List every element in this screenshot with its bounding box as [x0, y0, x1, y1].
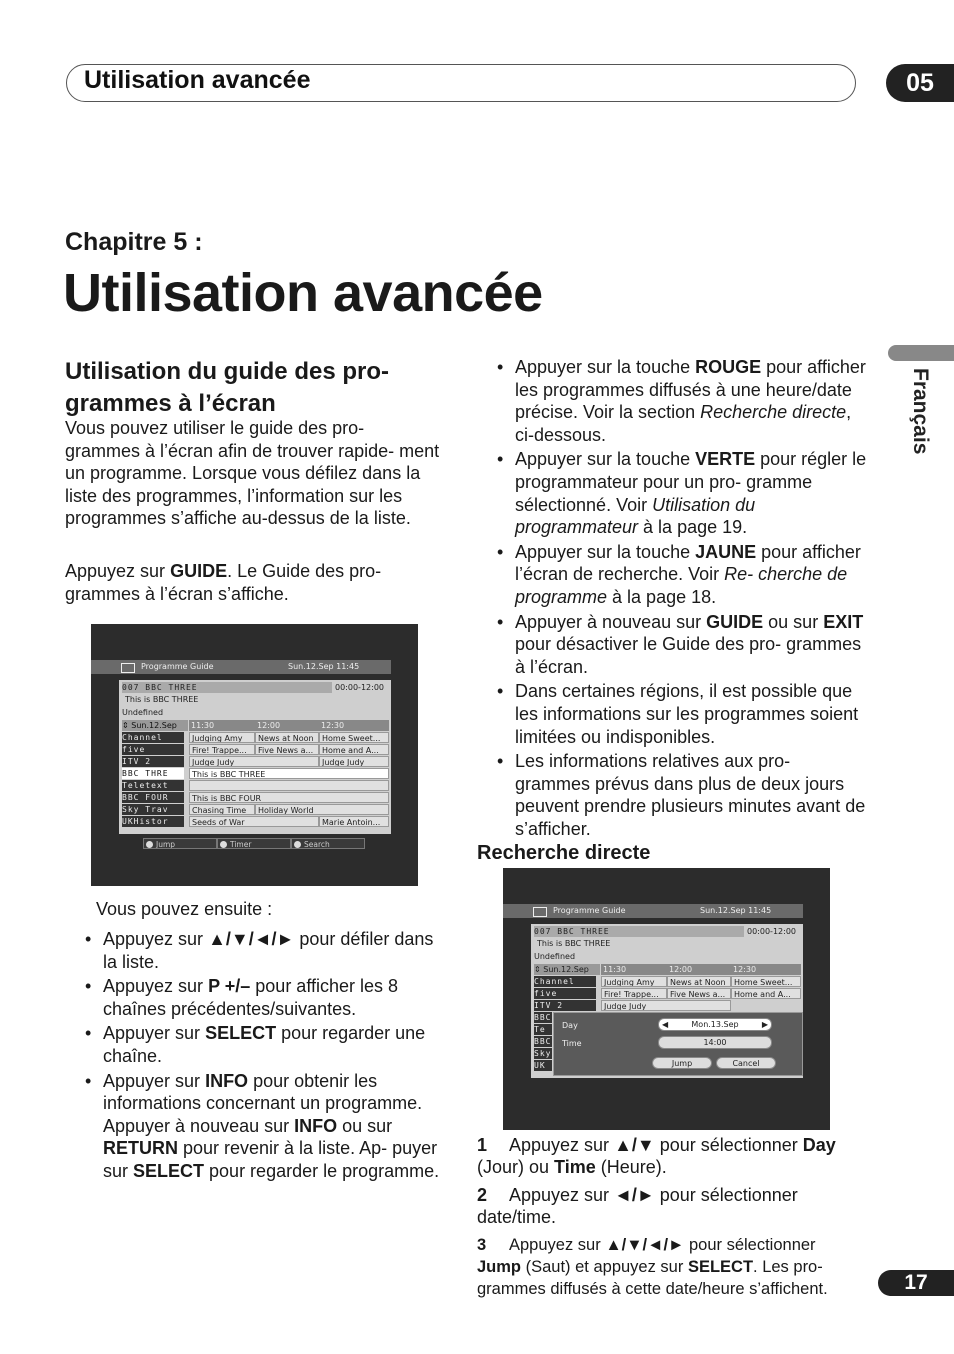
list-item: • Dans certaines régions, il est possible que les informations sur les programmes soient limitées ou indisponibles. — [493, 680, 868, 748]
guide-icon — [533, 907, 547, 917]
guide-icon — [121, 663, 135, 673]
timer-button[interactable]: Timer — [217, 838, 291, 849]
list-item: • Appuyer sur INFO pour obtenir les informations concernant un programme. Appuyer à nouveau sur INFO ou sur RETURN pour revenir à la liste. Ap- puyer sur SELECT pour regarder le programme. — [81, 1070, 451, 1183]
intro-paragraph: Vous pouvez utiliser le guide des pro- grammes à l’écran afin de trouver rapide- ment un programme. Lorsque vous défilez dans la liste des programmes, l’information sur les programmes s’affiche au-dessus de la liste. — [65, 418, 440, 529]
guide-channel[interactable]: ITV 2 — [534, 1000, 596, 1011]
chevron-left-icon: ◀ — [662, 1020, 669, 1029]
jump-button[interactable]: Jump — [652, 1057, 712, 1069]
guide-footer — [143, 838, 365, 850]
list-item: • Appuyez sur P +/– pour afficher les 8 chaînes précédentes/suivantes. — [81, 975, 451, 1020]
search-button[interactable]: Search — [291, 838, 365, 849]
section-heading-guide: Utilisation du guide des pro- grammes à l’écran — [65, 358, 389, 417]
yellow-dot-icon — [294, 841, 301, 848]
programme-guide-screenshot — [91, 624, 418, 886]
guide-channel[interactable]: Channel — [122, 732, 184, 743]
section-heading-direct-search: Recherche directe — [477, 842, 651, 864]
guide-channel[interactable]: five — [534, 988, 596, 999]
left-bullet-list — [81, 928, 451, 1185]
guide-day: ⇕ Sun.12.Sep — [122, 720, 188, 731]
list-item: • Appuyez sur ▲/▼/◄/► pour défiler dans la liste. — [81, 928, 451, 973]
guide-channel[interactable]: UKHistor — [122, 816, 184, 827]
step-3: 3 Appuyez sur ▲/▼/◄/► pour sélectionner Jump (Saut) et appuyez sur SELECT. Les pro- grammes diffusés à cette date/heure s’affichent. — [477, 1236, 828, 1298]
guide-channel[interactable]: five — [122, 744, 184, 755]
guide-title-bar: Programme Guide Sun.12.Sep 11:45 — [503, 904, 803, 918]
language-label: Français — [909, 368, 932, 455]
guide-channel[interactable]: Channel — [534, 976, 596, 987]
guide-channel[interactable]: ITV 2 — [122, 756, 184, 767]
header-title: Utilisation avancée — [84, 66, 311, 94]
chevron-right-icon: ▶ — [761, 1020, 768, 1029]
language-tab — [888, 345, 954, 361]
day-selector[interactable]: ◀ Mon.13.Sep ▶ — [658, 1018, 772, 1031]
step-1: 1 Appuyez sur ▲/▼ pour sélectionner Day (Jour) ou Time (Heure). — [477, 1135, 836, 1177]
guide-channel[interactable]: Sky Trav — [122, 804, 184, 815]
list-item: • Appuyer sur la touche JAUNE pour afficher l’écran de recherche. Voir Re- cherche de programme à la page 18. — [493, 541, 868, 609]
chapter-badge: 05 — [886, 64, 954, 102]
direct-search-screenshot — [503, 868, 830, 1130]
step-2: 2 Appuyez sur ◄/► pour sélectionner date/time. — [477, 1185, 798, 1227]
guide-time-header: 11:30 12:00 12:30 — [189, 720, 389, 731]
page-number: 17 — [878, 1270, 954, 1296]
then-paragraph: Vous pouvez ensuite : — [96, 899, 273, 919]
list-item: • Appuyer à nouveau sur GUIDE ou sur EXIT pour désactiver le Guide des pro- grammes à l’écran. — [493, 611, 868, 679]
guide-channel[interactable]: Teletext — [122, 780, 184, 791]
guide-panel: 007 BBC THREE 00:00-12:00 This is BBC THREE Undefined ⇕ Sun.12.Sep 11:30 12:00 12:30 Channel Judging Amy News at Noon Home Sweet... five Fire! Trappe... Five News a... Home and A... ITV 2 Judge Judy Judge Judy BBC THRE This is BBC THREE Teletext BBC FOUR This is BBC FOUR Sky Trav Chasing Time Holiday World UKHistor Seeds of War Marie Antoin... — [119, 680, 391, 834]
list-item: • Appuyer sur la touche ROUGE pour afficher les programmes diffusés à une heure/date précise. Voir la section Recherche directe, ci-dessous. — [493, 356, 868, 446]
time-selector[interactable]: 14:00 — [658, 1036, 772, 1049]
list-item: • Appuyer sur SELECT pour regarder une chaîne. — [81, 1022, 451, 1067]
guide-panel: 007 BBC THREE 00:00-12:00 This is BBC THREE Undefined ⇕ Sun.12.Sep 11:30 12:00 12:30 Channel Judging Amy News at Noon Home Sweet... five Fire! Trappe... Five News a... Home and A... ITV 2 Judge Judy BBC Te BBC Sky UK Day ◀ Mon.13.Sep ▶ Time 14:00 Jump Cancel — [531, 924, 803, 1078]
jump-button[interactable]: Jump — [143, 838, 217, 849]
list-item: • Les informations relatives aux pro- grammes prévus dans plus de deux jours peuvent prendre plusieurs minutes avant de s’afficher. — [493, 750, 868, 840]
guide-paragraph: Appuyez sur GUIDE. Le Guide des pro- grammes à l’écran s’affiche. — [65, 561, 382, 604]
guide-channel-selected[interactable]: BBC THRE — [122, 768, 184, 779]
cancel-button[interactable]: Cancel — [716, 1057, 776, 1069]
chapter-label: Chapitre 5 : — [65, 228, 203, 256]
green-dot-icon — [220, 841, 227, 848]
direct-search-dialog: Day ◀ Mon.13.Sep ▶ Time 14:00 Jump Cancel — [553, 1012, 803, 1076]
right-bullet-list — [493, 356, 868, 842]
list-item: • Appuyer sur la touche VERTE pour régler le programmateur pour un pro- gramme sélectionné. Voir Utilisation du programmateur à la page 19. — [493, 448, 868, 538]
guide-title-bar: Programme Guide Sun.12.Sep 11:45 — [91, 660, 391, 674]
guide-channel[interactable]: BBC FOUR — [122, 792, 184, 803]
chapter-title: Utilisation avancée — [63, 263, 543, 323]
red-dot-icon — [146, 841, 153, 848]
